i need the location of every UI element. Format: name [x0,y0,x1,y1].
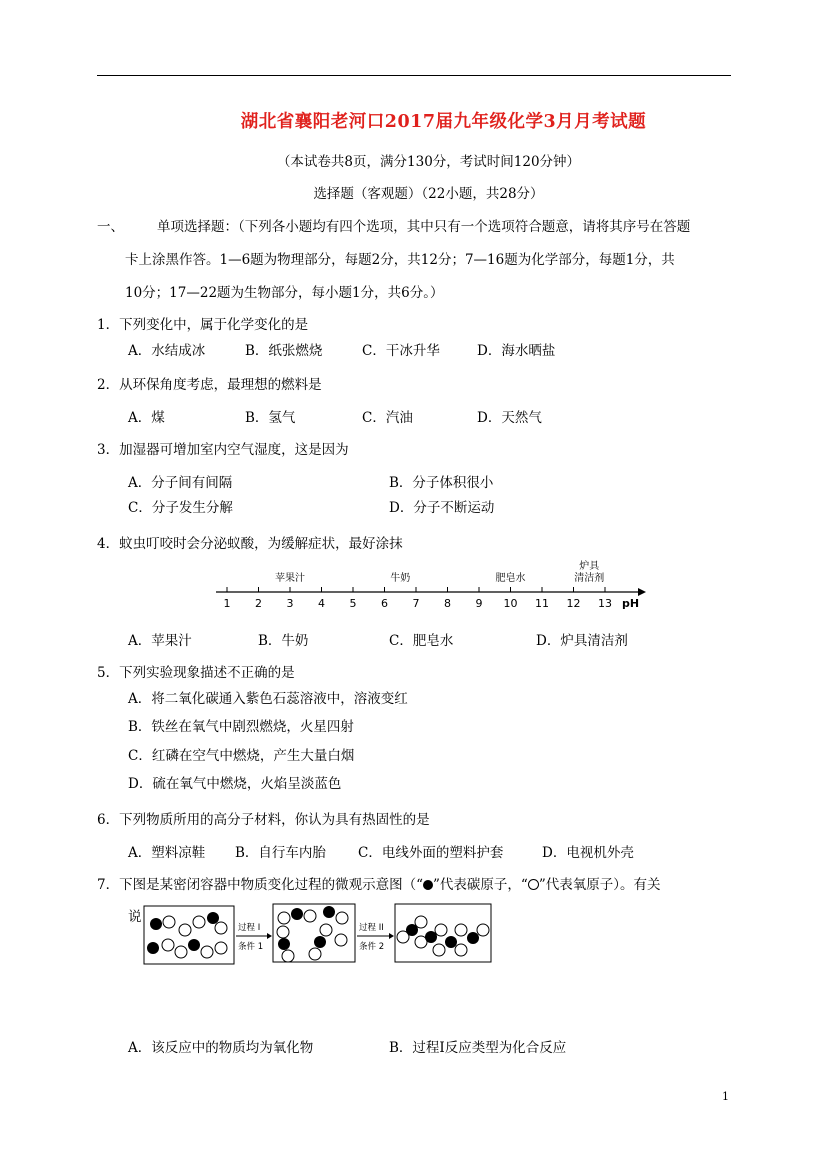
q1-option-c: C．干冰升华 [362,343,440,359]
q2-option-b: B．氢气 [245,410,296,426]
oxygen-atom [455,924,467,936]
page-title: 湖北省襄阳老河口2017届九年级化学3月月考试题 [240,112,647,132]
ph-substance-label: 肥皂水 [495,573,526,584]
ph-tick-label: 10 [503,597,518,610]
instruction-line-2: 卡上涂黑作答。1—6题为物理部分，每题2分，共12分；7—16题为化学部分，每题1分，共 [125,252,675,268]
oxygen-atom [215,922,227,934]
condition-2-label: 条件 2 [359,942,385,952]
ph-substance-label: 清洁剂 [574,573,605,584]
q5-option-b: B．铁丝在氧气中剧烈燃烧，火星四射 [128,719,354,735]
ph-tick-label: 2 [255,597,262,610]
ph-tick-label: 5 [349,597,357,610]
question-7-stem [97,873,660,893]
ph-substance-label: 炉具 [579,561,600,572]
carbon-atom [147,942,159,954]
section-heading: 选择题（客观题）（22小题，共28分） [313,186,544,202]
carbon-atom [291,908,303,920]
q7-stem-part-2: ”代表碳原子，“ [433,877,528,893]
carbon-atom-icon [423,880,433,890]
question-3-stem: 3．加湿器可增加室内空气湿度，这是因为 [97,442,349,458]
micro-process-diagram [143,900,498,968]
ph-scale-figure [210,556,650,616]
ph-tick-label: 4 [318,597,325,610]
oxygen-atom [477,924,489,936]
q3-option-a: A．分子间有间隔 [128,475,233,491]
ph-substance-label: 苹果汁 [275,573,305,584]
carbon-atom [188,939,200,951]
oxygen-atom [162,939,174,951]
q4-option-a: A．苹果汁 [128,633,192,649]
oxygen-atom [309,948,321,960]
q6-option-d: D．电视机外壳 [542,845,634,861]
q4-option-c: C．肥皂水 [389,633,454,649]
oxygen-atom [179,924,191,936]
q7-option-a: A．该反应中的物质均为氧化物 [128,1040,314,1056]
oxygen-atom [336,912,348,924]
question-1-stem: 1．下列变化中，属于化学变化的是 [97,317,309,333]
q6-option-b: B．自行车内胎 [235,845,326,861]
oxygen-atom-icon [528,879,539,890]
oxygen-atom [433,944,445,956]
process-1-label: 过程 I [238,923,261,933]
q5-option-c: C．红磷在空气中燃烧，产生大量白烟 [128,748,355,764]
exam-info: （本试卷共8页，满分130分，考试时间120分钟） [276,154,581,170]
q4-option-d: D．炉具清洁剂 [536,633,628,649]
ph-scale-arrowhead [638,588,646,596]
q7-option-b: B．过程Ⅰ反应类型为化合反应 [389,1040,567,1056]
carbon-atom [467,932,479,944]
carbon-atom [314,936,326,948]
q2-option-c: C．汽油 [362,410,413,426]
q7-stem-part-1: 7．下图是某密闭容器中物质变化过程的微观示意图（“ [97,877,423,893]
question-6-stem: 6．下列物质所用的高分子材料，你认为具有热固性的是 [97,812,430,828]
oxygen-atom [278,912,290,924]
top-rule [97,75,731,76]
q6-option-a: A．塑料凉鞋 [128,845,206,861]
carbon-atom [278,938,290,950]
ph-tick-label: 3 [286,597,294,610]
oxygen-atom [335,934,347,946]
oxygen-atom [193,916,205,928]
q5-option-d: D．硫在氧气中燃烧，火焰呈淡蓝色 [128,776,342,792]
q3-option-c: C．分子发生分解 [128,500,233,516]
q7-stem-part-3: ”代表氧原子）。有关 [538,877,661,893]
ph-substance-label: 牛奶 [390,573,411,584]
q1-option-d: D．海水晒盐 [477,343,556,359]
ph-tick-label: 12 [566,597,581,610]
condition-1-label: 条件 1 [238,942,264,952]
oxygen-atom [215,942,227,954]
oxygen-atom [435,924,447,936]
ph-tick-label: 7 [412,597,420,610]
oxygen-atom [455,944,467,956]
oxygen-atom [201,946,213,958]
question-5-stem: 5．下列实验现象描述不正确的是 [97,665,295,681]
ph-tick-label: 6 [381,597,388,610]
q3-option-b: B．分子体积很小 [389,475,494,491]
question-4-stem: 4．蚊虫叮咬时会分泌蚁酸，为缓解症状，最好涂抹 [97,536,403,552]
q7-stem-line-2: 说 [128,909,142,925]
q3-option-d: D．分子不断运动 [389,500,495,516]
oxygen-atom [415,916,427,928]
q5-option-a: A．将二氧化碳通入紫色石蕊溶液中，溶液变红 [128,691,408,707]
ph-tick-label: 9 [475,597,483,610]
process-1-arrowhead [267,933,272,939]
question-2-stem: 2．从环保角度考虑，最理想的燃料是 [97,377,322,393]
process-2-label: 过程 II [359,923,384,933]
carbon-atom [207,912,219,924]
oxygen-atom [282,950,294,962]
ph-unit-label: pH [622,597,640,610]
oxygen-atom [163,916,175,928]
ph-tick-label: 1 [223,597,231,610]
page-number: 1 [722,1090,729,1103]
oxygen-atom [304,910,316,922]
oxygen-atom [175,946,187,958]
q2-option-d: D．天然气 [477,410,542,426]
q1-option-a: A．水结成冰 [128,343,206,359]
ph-tick-label: 11 [535,597,549,610]
carbon-atom [445,936,457,948]
part-number: 一、 [97,219,124,235]
oxygen-atom [277,926,289,938]
instruction-line-1: 单项选择题：（下列各小题均有四个选项，其中只有一个选项符合题意，请将其序号在答题 [157,219,691,235]
carbon-atom [323,906,335,918]
ph-tick-label: 8 [444,597,451,610]
instruction-line-3: 10分；17—22题为生物部分，每小题1分，共6分。） [125,285,444,301]
q4-option-b: B．牛奶 [258,633,309,649]
ph-tick-label: 13 [598,597,612,610]
q1-option-b: B．纸张燃烧 [245,343,323,359]
carbon-atom [150,918,162,930]
q2-option-a: A．煤 [128,410,165,426]
oxygen-atom [320,924,332,936]
q6-option-c: C．电线外面的塑料护套 [358,845,504,861]
process-2-arrowhead [389,933,394,939]
